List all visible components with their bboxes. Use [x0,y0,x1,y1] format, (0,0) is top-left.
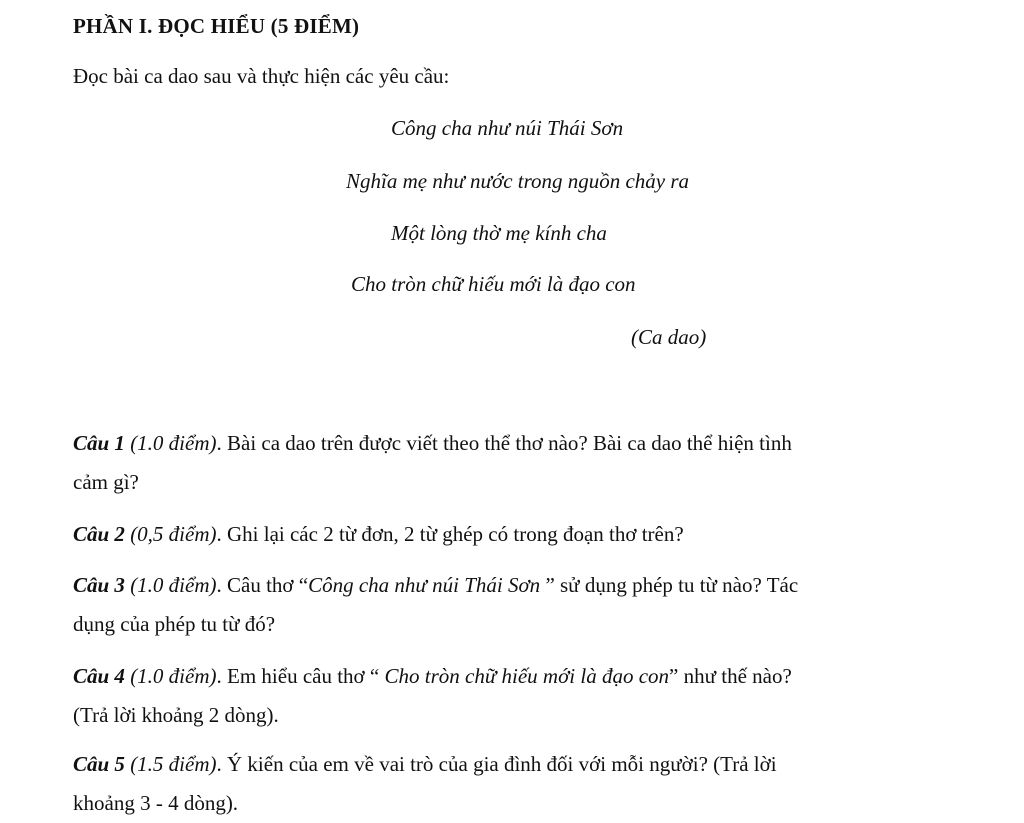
question-1-line-2: cảm gì? [73,470,139,494]
poem-line-2: Nghĩa mẹ như nước trong nguồn chảy ra [346,169,690,193]
poem-line-3: Một lòng thờ mẹ kính cha [391,221,607,245]
quoted-verse: Công cha như núi Thái Sơn [308,573,546,597]
poem-line-4: Cho tròn chữ hiếu mới là đạo con [351,272,636,296]
question-3-line-2: dụng của phép tu từ đó? [73,612,276,636]
question-points: (0,5 điểm) [124,522,217,546]
question-3 [73,566,953,644]
question-label: Câu 3 [73,573,125,597]
question-points: (1.0 điểm) [124,664,217,688]
question-5 [73,745,953,823]
question-3-line-1 [73,566,953,605]
question-points: (1.5 điểm) [124,752,217,776]
question-label: Câu 5 [73,752,125,776]
question-5-line-1 [73,745,953,784]
question-label: Câu 1 [73,431,125,455]
question-2-line-1 [73,515,953,554]
question-4-line-1 [73,657,953,696]
question-text-post: ” như thế nào? [669,664,792,688]
poem-source: (Ca dao) [631,325,707,349]
question-points: (1.0 điểm) [124,431,217,455]
question-1 [73,424,953,502]
section-heading: PHẦN I. ĐỌC HIỂU (5 ĐIỂM) [73,14,360,38]
poem-line-1: Công cha như núi Thái Sơn [391,116,624,140]
quoted-verse: Cho tròn chữ hiếu mới là đạo con [384,664,670,688]
question-points: (1.0 điểm) [124,573,217,597]
question-text-pre: . Câu thơ “ [216,573,309,597]
question-text: . Ý kiến của em về vai trò của gia đình đối với mỗi người? (Trả lời [216,752,777,776]
section-intro: Đọc bài ca dao sau và thực hiện các yêu cầu: [73,64,450,88]
question-2 [73,515,953,554]
question-label: Câu 4 [73,664,125,688]
question-text: . Ghi lại các 2 từ đơn, 2 từ ghép có trong đoạn thơ trên? [216,522,684,546]
question-label: Câu 2 [73,522,125,546]
question-text-pre: . Em hiểu câu thơ “ [216,664,385,688]
question-text-post: ” sử dụng phép tu từ nào? Tác [545,573,799,597]
question-4 [73,657,953,735]
question-5-line-2: khoảng 3 - 4 dòng). [73,791,239,815]
question-text: . Bài ca dao trên được viết theo thể thơ nào? Bài ca dao thể hiện tình [216,431,792,455]
question-1-line-1 [73,424,953,463]
question-4-line-2: (Trả lời khoảng 2 dòng). [73,703,279,727]
